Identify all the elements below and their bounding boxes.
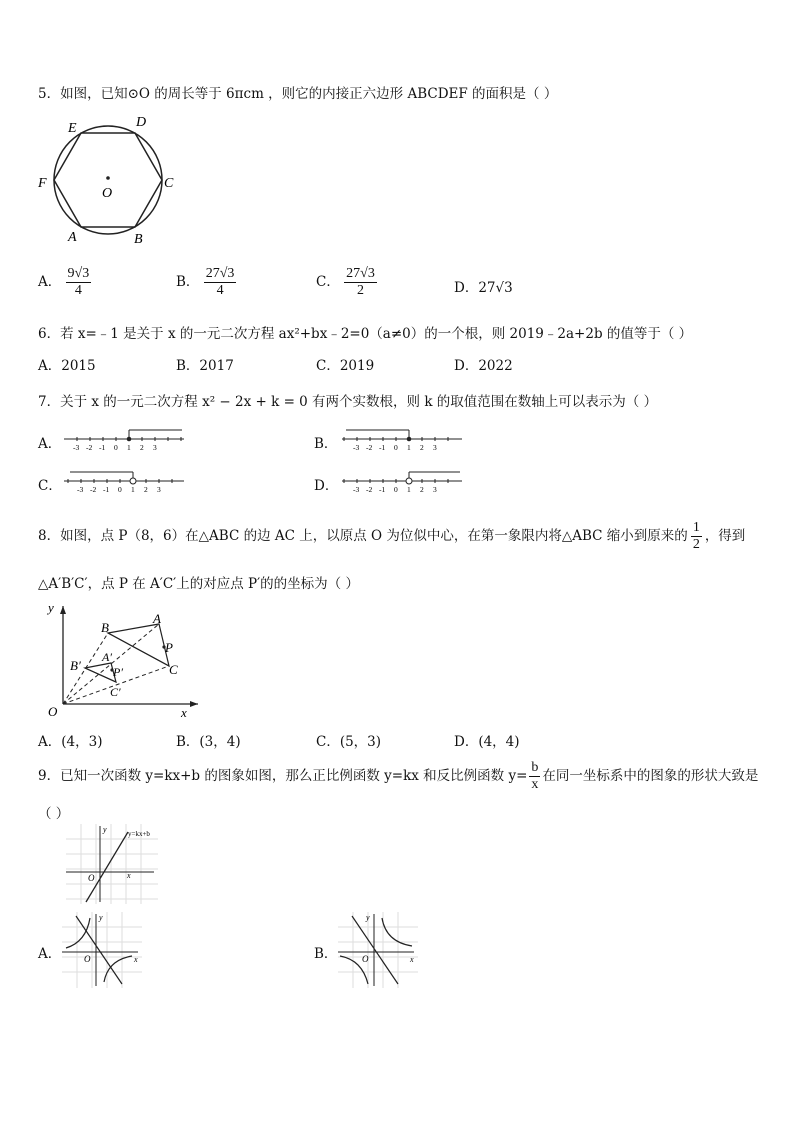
hexagon-abcdef xyxy=(54,133,162,227)
tick-label: 1 xyxy=(127,443,131,452)
q7-option-a-key: A． xyxy=(38,436,62,452)
q6-option-c: C．2019 xyxy=(316,358,375,374)
tick-label: 3 xyxy=(433,443,437,452)
q9-option-b-graph xyxy=(338,912,418,988)
svg-text:y: y xyxy=(103,825,107,834)
q7-option-b-key: B． xyxy=(314,436,338,452)
q7-numberline-b xyxy=(338,426,468,452)
tick-label: -1 xyxy=(103,485,110,494)
tick-label: -2 xyxy=(90,485,97,494)
q8-option-c: C．(5，3) xyxy=(316,734,382,750)
svg-text:C: C xyxy=(169,662,178,677)
tick-label: -3 xyxy=(353,443,360,452)
tick-label: 1 xyxy=(407,443,411,452)
q9-option-a-key: A． xyxy=(38,946,62,962)
q5-stem: 5．如图，已知⊙O 的周长等于 6πcm ，则它的内接正六边形 ABCDEF 的面积是（ ） xyxy=(38,86,558,102)
svg-text:A: A xyxy=(153,611,161,626)
tick-label: -2 xyxy=(86,443,93,452)
q9-paren: （ ） xyxy=(38,806,70,822)
svg-text:x: x xyxy=(127,871,131,880)
svg-text:P′: P′ xyxy=(113,665,123,679)
q8-option-a: A．(4，3) xyxy=(38,734,103,750)
q5-hexagon-figure xyxy=(30,110,190,250)
tick-label: 0 xyxy=(114,443,118,452)
q8-stem-1: 8．如图，点 P（8，6）在△ABC 的边 AC 上，以原点 O 为位似中心，在第一象限内将△ABC 缩小到原来的 $\frac{1}{2}$ ，得到 xyxy=(38,520,746,552)
q8-figure xyxy=(38,598,208,722)
q7-option-d-key: D． xyxy=(314,478,339,494)
tick-label: 1 xyxy=(131,485,135,494)
q8-option-d: D．(4，4) xyxy=(454,734,520,750)
svg-text:A′: A′ xyxy=(102,650,112,664)
tick-label: 3 xyxy=(433,485,437,494)
tick-label: 2 xyxy=(140,443,144,452)
label-E: E xyxy=(68,121,77,136)
tick-label: -1 xyxy=(99,443,106,452)
center-point xyxy=(106,176,110,180)
q5-option-c: C． $\frac{27√3}{2}$ xyxy=(316,266,375,298)
svg-text:x: x xyxy=(181,705,187,720)
point-open xyxy=(406,478,412,484)
q7-stem: 7．关于 x 的一元二次方程 x² − 2x + k = 0 有两个实数根，则 k 的取值范围在数轴上可以表示为（ ） xyxy=(38,394,658,410)
q6-option-b: B．2017 xyxy=(176,358,234,374)
label-O: O xyxy=(102,186,113,201)
q7-numberline-c xyxy=(60,468,190,494)
q9-option-b-key: B． xyxy=(314,946,338,962)
tick-label: 3 xyxy=(153,443,157,452)
svg-text:O: O xyxy=(88,873,95,883)
point-closed xyxy=(127,437,132,442)
label-D: D xyxy=(136,115,147,130)
label-A: A xyxy=(68,230,77,245)
label-F: F xyxy=(38,176,47,191)
tick-label: -3 xyxy=(77,485,84,494)
q8-option-b: B．(3，4) xyxy=(176,734,241,750)
tick-label: 3 xyxy=(157,485,161,494)
q6-option-a: A．2015 xyxy=(38,358,96,374)
triangle-a1b1c1 xyxy=(85,663,116,682)
svg-text:O: O xyxy=(362,954,369,964)
tick-label: 0 xyxy=(394,485,398,494)
svg-text:B: B xyxy=(101,620,109,635)
tick-label: 2 xyxy=(420,443,424,452)
q5-option-b: B． $\frac{27√3}{4}$ xyxy=(176,266,235,298)
svg-text:O: O xyxy=(48,704,58,719)
tick-label: -1 xyxy=(379,485,386,494)
point-closed xyxy=(407,437,412,442)
svg-text:y=kx+b: y=kx+b xyxy=(128,830,150,838)
label-C: C xyxy=(164,176,174,191)
svg-text:y: y xyxy=(99,913,103,922)
label-B: B xyxy=(134,232,143,247)
tick-label: 0 xyxy=(394,443,398,452)
svg-text:C′: C′ xyxy=(110,685,121,699)
circle-o xyxy=(54,126,162,234)
svg-text:x: x xyxy=(134,955,138,964)
triangle-abc xyxy=(108,624,169,666)
tick-label: 1 xyxy=(407,485,411,494)
svg-text:x: x xyxy=(410,955,414,964)
q5-option-d: D．27√3 xyxy=(454,280,513,296)
svg-text:y: y xyxy=(48,600,54,615)
tick-label: -2 xyxy=(366,485,373,494)
tick-label: -2 xyxy=(366,443,373,452)
tick-label: 2 xyxy=(420,485,424,494)
q6-stem: 6．若 x=﹣1 是关于 x 的一元二次方程 ax²+bx﹣2=0（a≠0）的一个根，则 2019﹣2a+2b 的值等于（ ） xyxy=(38,326,693,342)
point-open xyxy=(130,478,136,484)
tick-label: -1 xyxy=(379,443,386,452)
q9-main-graph xyxy=(66,824,158,904)
tick-label: -3 xyxy=(73,443,80,452)
svg-text:P: P xyxy=(165,640,173,655)
q5-option-a: A． $\frac{9√3}{4}$ xyxy=(38,266,90,298)
svg-text:B′: B′ xyxy=(70,658,81,673)
tick-label: -3 xyxy=(353,485,360,494)
svg-text:O: O xyxy=(84,954,91,964)
svg-text:y: y xyxy=(366,913,370,922)
q7-numberline-d xyxy=(338,468,468,494)
q8-stem-2: △A′B′C′，点 P 在 A′C′上的对应点 P′的的坐标为（ ） xyxy=(38,576,359,592)
q7-numberline-a xyxy=(60,426,190,452)
tick-label: 0 xyxy=(118,485,122,494)
q6-option-d: D．2022 xyxy=(454,358,513,374)
q9-option-a-graph xyxy=(62,912,142,988)
q7-option-c-key: C． xyxy=(38,478,62,494)
q9-stem: 9．已知一次函数 y=kx+b 的图象如图，那么正比例函数 y=kx 和反比例函数 y= $\frac{b}{x}$ 在同一坐标系中的图象的形状大致是 xyxy=(38,760,759,792)
tick-label: 2 xyxy=(144,485,148,494)
